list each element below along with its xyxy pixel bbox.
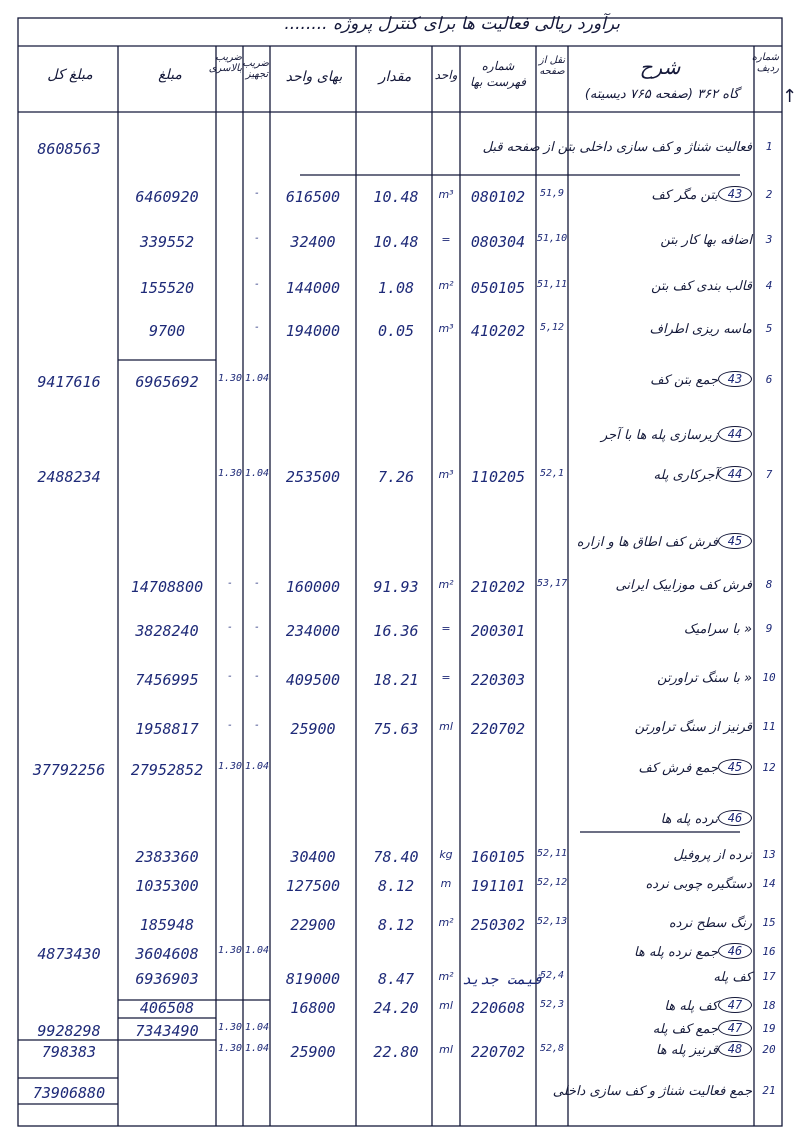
item-tag-circle: 47 xyxy=(718,997,752,1013)
cell-no: 15 xyxy=(762,916,776,929)
cell-code: 220303 xyxy=(470,671,526,689)
cell-desc: نرده از پروفیل xyxy=(673,848,752,863)
cell-price: 25900 xyxy=(290,1043,336,1061)
cell-ref: 52,11 xyxy=(537,848,568,859)
cell-amount: 155520 xyxy=(139,279,195,297)
cell-code: 080102 xyxy=(470,188,526,206)
cell-c1: 1.30 xyxy=(218,945,243,956)
cell-price: 32400 xyxy=(290,233,336,251)
cell-no: 8 xyxy=(765,578,773,591)
cell-code: 220702 xyxy=(470,720,526,738)
cell-desc: « با سنگ تراورتن xyxy=(657,671,752,686)
cell-price: 16800 xyxy=(290,999,336,1017)
cell-desc: دستگیره چوبی نرده xyxy=(645,877,752,892)
cell-amount: 2383360 xyxy=(135,848,199,866)
item-tag-circle: 46 xyxy=(718,810,752,826)
cell-unit: m³ xyxy=(438,468,454,481)
item-tag-circle: 48 xyxy=(718,1041,752,1057)
cell-amount: 406508 xyxy=(139,999,195,1017)
cell-desc: نرده پله ها xyxy=(660,812,718,827)
cell-no: 6 xyxy=(765,373,773,386)
cell-amount: 14708800 xyxy=(130,578,204,596)
cell-c2: - xyxy=(253,671,261,682)
cell-no: 19 xyxy=(762,1022,776,1035)
cell-ref: 52,4 xyxy=(539,970,565,981)
header-total-amount: مبلغ کل xyxy=(47,67,93,83)
cell-desc: فعالیت شناژ و کف سازی داخلی بتن از صفحه قبل xyxy=(482,140,752,155)
cell-price: 616500 xyxy=(285,188,341,206)
cell-code: 210202 xyxy=(470,578,526,596)
cell-price: 160000 xyxy=(285,578,341,596)
cell-ref: 52,12 xyxy=(537,877,568,888)
cell-qty: 10.48 xyxy=(373,233,419,251)
cell-unit: m xyxy=(440,877,452,890)
cell-total: 798383 xyxy=(41,1043,97,1061)
cell-code: 220608 xyxy=(470,999,526,1017)
cell-price: 127500 xyxy=(285,877,341,895)
cell-c2: 1.04 xyxy=(245,761,270,772)
cell-desc: کف پله ها xyxy=(664,999,718,1014)
cell-unit: m³ xyxy=(438,322,454,335)
cell-amount: 339552 xyxy=(139,233,195,251)
cell-desc: جمع نرده پله ها xyxy=(634,945,718,960)
header-unit: واحد xyxy=(434,68,458,82)
cell-code: 110205 xyxy=(470,468,526,486)
cell-no: 5 xyxy=(765,322,773,335)
cell-c1: 1.30 xyxy=(218,373,243,384)
cell-unit: = xyxy=(441,671,451,684)
cell-desc: جمع فعالیت شناژ و کف سازی داخلی xyxy=(552,1084,752,1099)
cell-qty: 24.20 xyxy=(373,999,419,1017)
cell-amount: 6460920 xyxy=(135,188,199,206)
header-unit-price: بهای واحد xyxy=(285,69,343,85)
cell-no: 14 xyxy=(762,877,776,890)
cell-amount: 6965692 xyxy=(135,373,199,391)
cell-unit: ml xyxy=(439,1043,453,1056)
cell-unit: m² xyxy=(438,578,454,591)
cell-total: 4873430 xyxy=(37,945,101,963)
cell-code: 080304 xyxy=(470,233,526,251)
cell-no: 13 xyxy=(762,848,776,861)
cell-price: 194000 xyxy=(285,322,341,340)
cell-price: 22900 xyxy=(290,916,336,934)
cell-c2: 1.04 xyxy=(245,1022,270,1033)
cell-no: 4 xyxy=(765,279,773,292)
cell-ref: 52,3 xyxy=(539,999,565,1010)
cell-qty: 78.40 xyxy=(373,848,419,866)
cell-unit: ml xyxy=(439,720,453,733)
cell-c1: 1.30 xyxy=(218,468,243,479)
cell-ref: 52,1 xyxy=(539,468,565,479)
cell-no: 2 xyxy=(765,188,773,201)
cell-amount: 7456995 xyxy=(135,671,199,689)
cell-c1: 1.30 xyxy=(218,1022,243,1033)
cell-qty: 8.47 xyxy=(377,970,415,988)
item-tag-circle: 43 xyxy=(718,186,752,202)
cell-c1: - xyxy=(226,720,234,731)
cell-ref: 52,8 xyxy=(539,1043,565,1054)
cell-qty: 10.48 xyxy=(373,188,419,206)
cell-price: 819000 xyxy=(285,970,341,988)
item-tag-circle: 45 xyxy=(718,533,752,549)
page-title: برآورد ریالی فعالیت ها برای کنترل پروژه ........ xyxy=(284,14,620,34)
cell-c2: - xyxy=(253,188,261,199)
cell-total: 8608563 xyxy=(37,140,101,158)
cell-unit: m³ xyxy=(438,188,454,201)
cell-qty: 0.05 xyxy=(377,322,415,340)
cell-c1: - xyxy=(226,578,234,589)
cell-qty: 18.21 xyxy=(373,671,419,689)
cell-no: 18 xyxy=(762,999,776,1012)
cell-c2: 1.04 xyxy=(245,373,270,384)
cell-unit: = xyxy=(441,233,451,246)
cell-desc: کف پله xyxy=(713,970,752,985)
cell-ref: 52,13 xyxy=(537,916,568,927)
cell-unit: m² xyxy=(438,916,454,929)
cell-code: 250302 xyxy=(470,916,526,934)
cell-amount: 7343490 xyxy=(135,1022,199,1040)
cell-desc: زیرسازی پله ها با آجر xyxy=(600,428,718,443)
cell-no: 17 xyxy=(762,970,776,983)
cell-c1: 1.30 xyxy=(218,1043,243,1054)
cell-no: 10 xyxy=(762,671,776,684)
cell-no: 11 xyxy=(762,720,776,733)
cell-desc: آجرکاری پله xyxy=(653,468,718,483)
header-amount: مبلغ xyxy=(158,67,182,83)
cell-code: 160105 xyxy=(470,848,526,866)
cell-qty: 8.12 xyxy=(377,916,415,934)
cell-total: 2488234 xyxy=(37,468,101,486)
cell-qty: 91.93 xyxy=(373,578,419,596)
header-row-no: شماره ردیف xyxy=(751,52,779,74)
cell-desc: قرنیز از سنگ تراورتن xyxy=(634,720,752,735)
cell-qty: 16.36 xyxy=(373,622,419,640)
item-tag-circle: 46 xyxy=(718,943,752,959)
cell-desc: قرنیز پله ها xyxy=(655,1043,718,1058)
cell-c1: - xyxy=(226,622,234,633)
header-description: شرح xyxy=(639,55,681,79)
cell-amount: 1035300 xyxy=(135,877,199,895)
cell-price: 30400 xyxy=(290,848,336,866)
cell-desc: جمع کف پله xyxy=(652,1022,718,1037)
cell-unit: = xyxy=(441,622,451,635)
cell-c2: 1.04 xyxy=(245,1043,270,1054)
cell-code: 410202 xyxy=(470,322,526,340)
cell-desc: « با سرامیک xyxy=(683,622,752,637)
cell-desc: فرش کف اطاق ها و ازاره xyxy=(576,535,718,550)
cell-c2: - xyxy=(253,622,261,633)
cell-code: 191101 xyxy=(470,877,526,895)
cell-amount: 6936903 xyxy=(135,970,199,988)
cell-c1: 1.30 xyxy=(218,761,243,772)
cell-desc: جمع فرش کف xyxy=(638,761,718,776)
cell-no: 16 xyxy=(762,945,776,958)
cell-qty: 8.12 xyxy=(377,877,415,895)
cell-no: 1 xyxy=(765,140,773,153)
cell-desc: جمع بتن کف xyxy=(650,373,718,388)
header-quantity: مقدار xyxy=(378,69,412,85)
cell-ref: 51,9 xyxy=(539,188,565,199)
cell-ref: 51,11 xyxy=(537,279,568,290)
cell-desc: ماسه ریزی اطراف xyxy=(649,322,752,337)
cell-code: 220702 xyxy=(470,1043,526,1061)
cell-price: 144000 xyxy=(285,279,341,297)
cell-desc: اضافه بها کار بتن xyxy=(660,233,752,248)
cell-price: 409500 xyxy=(285,671,341,689)
cell-price: 234000 xyxy=(285,622,341,640)
cell-c1: - xyxy=(226,671,234,682)
cell-c2: - xyxy=(253,578,261,589)
cell-no: 12 xyxy=(762,761,776,774)
cell-amount: 1958817 xyxy=(135,720,199,738)
item-tag-circle: 45 xyxy=(718,759,752,775)
cell-ref: 5,12 xyxy=(539,322,565,333)
cell-no: 20 xyxy=(762,1043,776,1056)
cell-ref: 51,10 xyxy=(537,233,568,244)
item-tag-circle: 44 xyxy=(718,426,752,442)
cell-qty: 22.80 xyxy=(373,1043,419,1061)
cell-qty: 1.08 xyxy=(377,279,415,297)
cell-amount: 3604608 xyxy=(135,945,199,963)
cell-c2: - xyxy=(253,322,261,333)
cell-desc: فرش کف موزاییک ایرانی xyxy=(615,578,752,593)
cell-no: 9 xyxy=(765,622,773,635)
cell-unit: ml xyxy=(439,999,453,1012)
item-tag-circle: 43 xyxy=(718,371,752,387)
cell-desc: قالب بندی کف بتن xyxy=(651,279,752,294)
cell-desc: بتن مگر کف xyxy=(651,188,718,203)
cell-no: 21 xyxy=(762,1084,776,1097)
cell-c2: - xyxy=(253,720,261,731)
cell-no: 7 xyxy=(765,468,773,481)
arrow-icon: ↑ xyxy=(782,86,798,107)
cell-amount: 3828240 xyxy=(135,622,199,640)
item-tag-circle: 44 xyxy=(718,466,752,482)
cell-no: 3 xyxy=(765,233,773,246)
cell-unit: kg xyxy=(439,848,453,861)
cell-unit: m² xyxy=(438,970,454,983)
header-overhead-coef: ضریب بالاسری xyxy=(208,52,242,74)
cell-amount: 185948 xyxy=(139,916,195,934)
cell-c2: 1.04 xyxy=(245,945,270,956)
header-price-list-no: شماره فهرست بها xyxy=(469,59,527,89)
cell-price: 25900 xyxy=(290,720,336,738)
cell-code: قیمت جدید xyxy=(462,970,544,988)
cell-unit: m² xyxy=(438,279,454,292)
cell-amount: 27952852 xyxy=(130,761,204,779)
cell-total: 9417616 xyxy=(37,373,101,391)
cell-total: 73906880 xyxy=(32,1084,106,1102)
header-description-note: گاه ۳۶۲ (صفحه ۷۶۵ دیسیته) xyxy=(584,87,740,102)
cell-c2: - xyxy=(253,279,261,290)
cell-ref: 53,17 xyxy=(537,578,568,589)
cell-total: 9928298 xyxy=(37,1022,101,1040)
cell-desc: رنگ سطح نرده xyxy=(668,916,752,931)
cell-qty: 7.26 xyxy=(377,468,415,486)
cell-total: 37792256 xyxy=(32,761,106,779)
header-change-coef: ضریب تجهیز xyxy=(242,58,269,80)
cell-qty: 75.63 xyxy=(373,720,419,738)
cell-c2: 1.04 xyxy=(245,468,270,479)
cell-amount: 9700 xyxy=(148,322,186,340)
cell-code: 050105 xyxy=(470,279,526,297)
cell-c2: - xyxy=(253,233,261,244)
header-page-ref: نقل از صفحه xyxy=(538,55,566,77)
item-tag-circle: 47 xyxy=(718,1020,752,1036)
cell-code: 200301 xyxy=(470,622,526,640)
cell-price: 253500 xyxy=(285,468,341,486)
